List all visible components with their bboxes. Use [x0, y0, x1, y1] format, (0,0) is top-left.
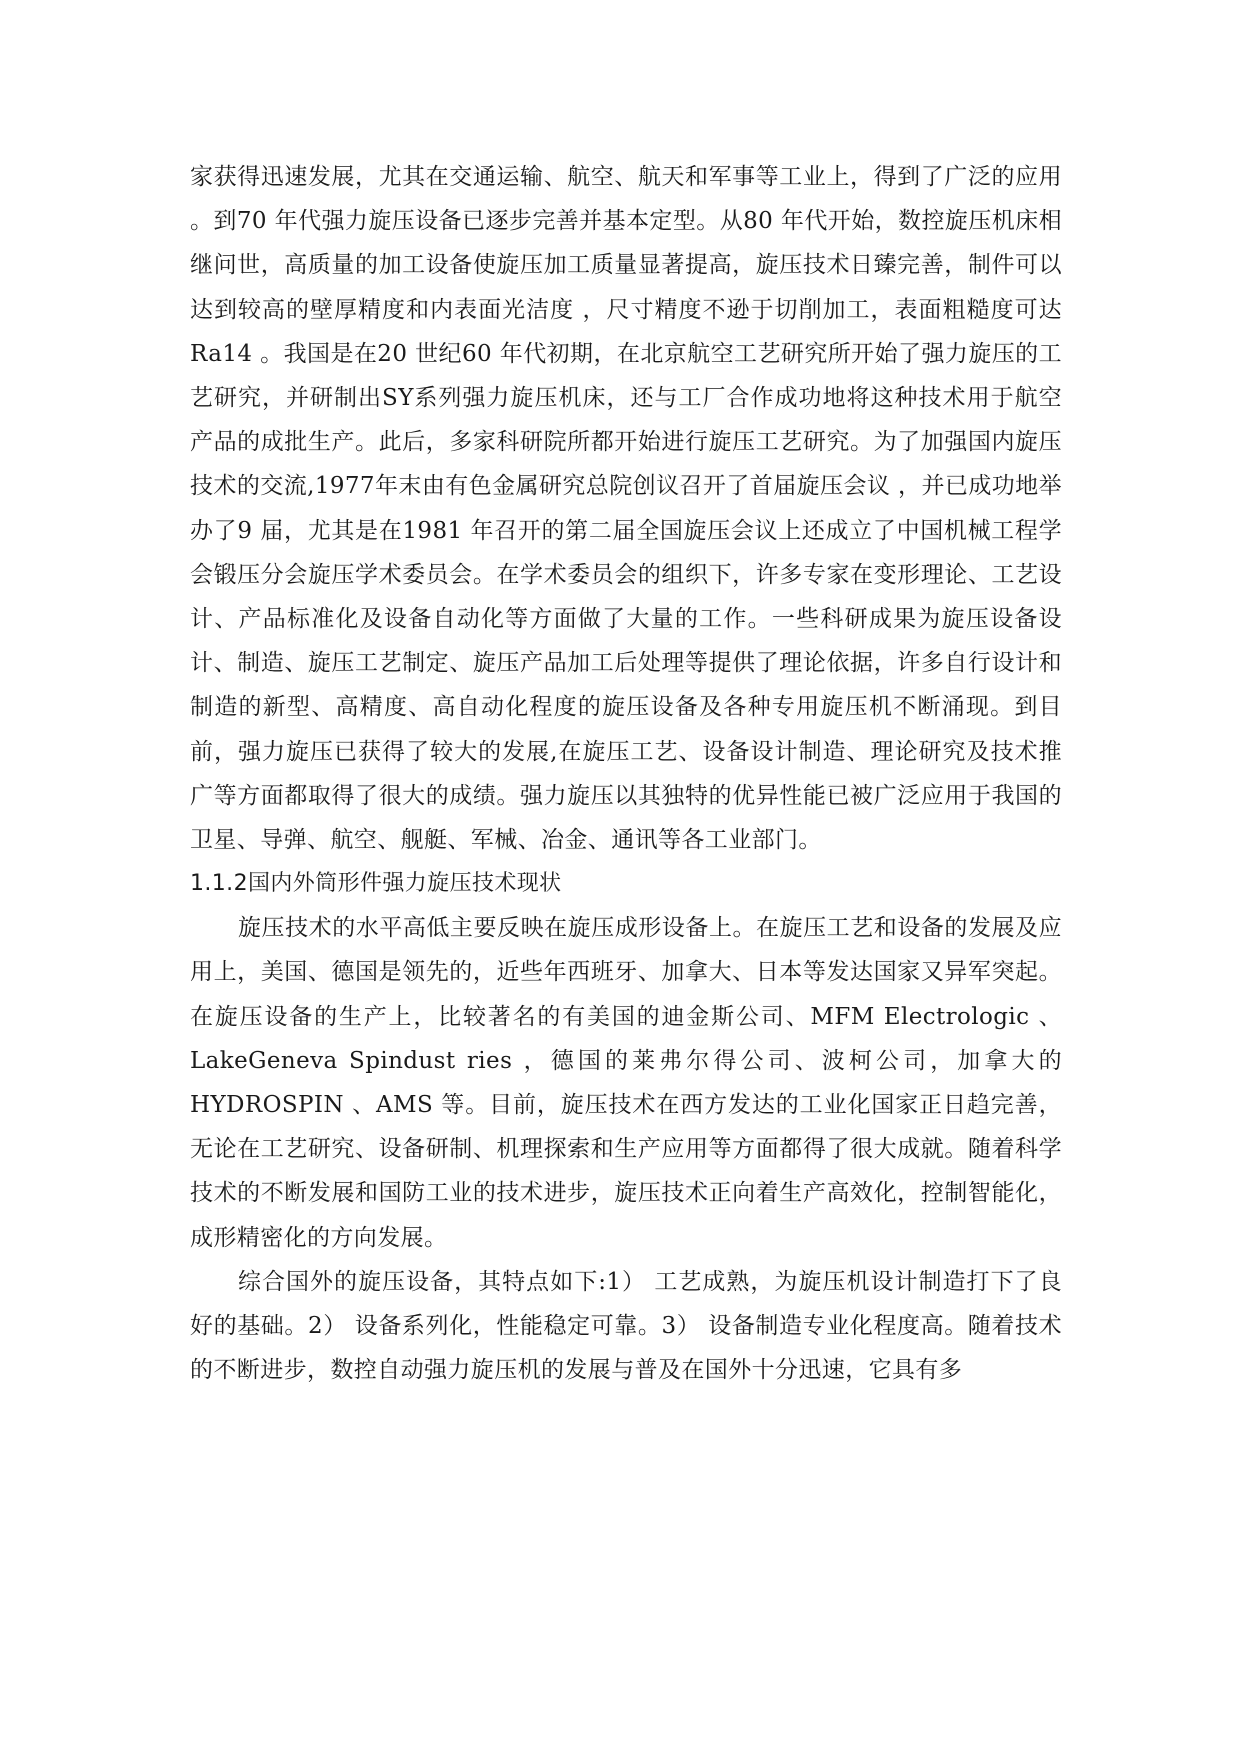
body-paragraph-1: 家获得迅速发展，尤其在交通运输、航空、航天和军事等工业上，得到了广泛的应用 。到70 年代强力旋压设备已逐步完善并基本定型。从80 年代开始，数控旋压机床相继问世，高质量的加工设备使旋压加工质量显著提高，旋压技术日臻完善，制件可以达到较高的壁厚精度和内表面光洁度 ，尺寸精度不逊于切削加工，表面粗糙度可达Ra14 。我国是在20 世纪60 年代初期，在北京航空工艺研究所开始了强力旋压的工艺研究，并研制出SY系列强力旋压机床，还与工厂合作成功地将这种技术用于航空产品的成批生产。此后，多家科研院所都开始进行旋压工艺研究。为了加强国内旋压技术的交流,1977年末由有色金属研究总院创议召开了首届旋压会议 ，并已成功地举办了9 届，尤其是在1981 年召开的第二届全国旋压会议上还成立了中国机械工程学会锻压分会旋压学术委员会。在学术委员会的组织下，许多专家在变形理论、工艺设计、产品标准化及设备自动化等方面做了大量的工作。一些科研成果为旋压设备设计、制造、旋压工艺制定、旋压产品加工后处理等提供了理论依据，许多自行设计和制造的新型、高精度、高自动化程度的旋压设备及各种专用旋压机不断涌现。到目前，强力旋压已获得了较大的发展,在旋压工艺、设备设计制造、理论研究及技术推广等方面都取得了很大的成绩。强力旋压以其独特的优异性能已被广泛应用于我国的卫星、导弹、航空、舰艇、军械、冶金、通讯等各工业部门。 — [190, 164, 1062, 854]
section-heading-1-1-2: 1.1.2国内外筒形件强力旋压技术现状 — [190, 871, 562, 897]
body-paragraph-2: 旋压技术的水平高低主要反映在旋压成形设备上。在旋压工艺和设备的发展及应用上，美国、德国是领先的，近些年西班牙、加拿大、日本等发达国家又异军突起。在旋压设备的生产上，比较著名的有美国的迪金斯公司、MFM Electrologic 、LakeGeneva Spindust ries ，德国的莱弗尔得公司、波柯公司，加拿大的HYDROSPIN 、AMS 等。目前，旋压技术在西方发达的工业化国家正日趋完善，无论在工艺研究、设备研制、机理探索和生产应用等方面都得了很大成就。随着科学技术的不断发展和国防工业的技术进步，旋压技术正向着生产高效化，控制智能化，成形精密化的方向发展。 — [190, 915, 1062, 1251]
body-paragraph-3: 综合国外的旋压设备，其特点如下:1） 工艺成熟，为旋压机设计制造打下了良好的基础。2） 设备系列化，性能稳定可靠。3） 设备制造专业化程度高。随着技术的不断进步，数控自动强力旋压机的发展与普及在国外十分迅速，它具有多 — [190, 1268, 1062, 1384]
document-body — [190, 155, 1062, 1392]
